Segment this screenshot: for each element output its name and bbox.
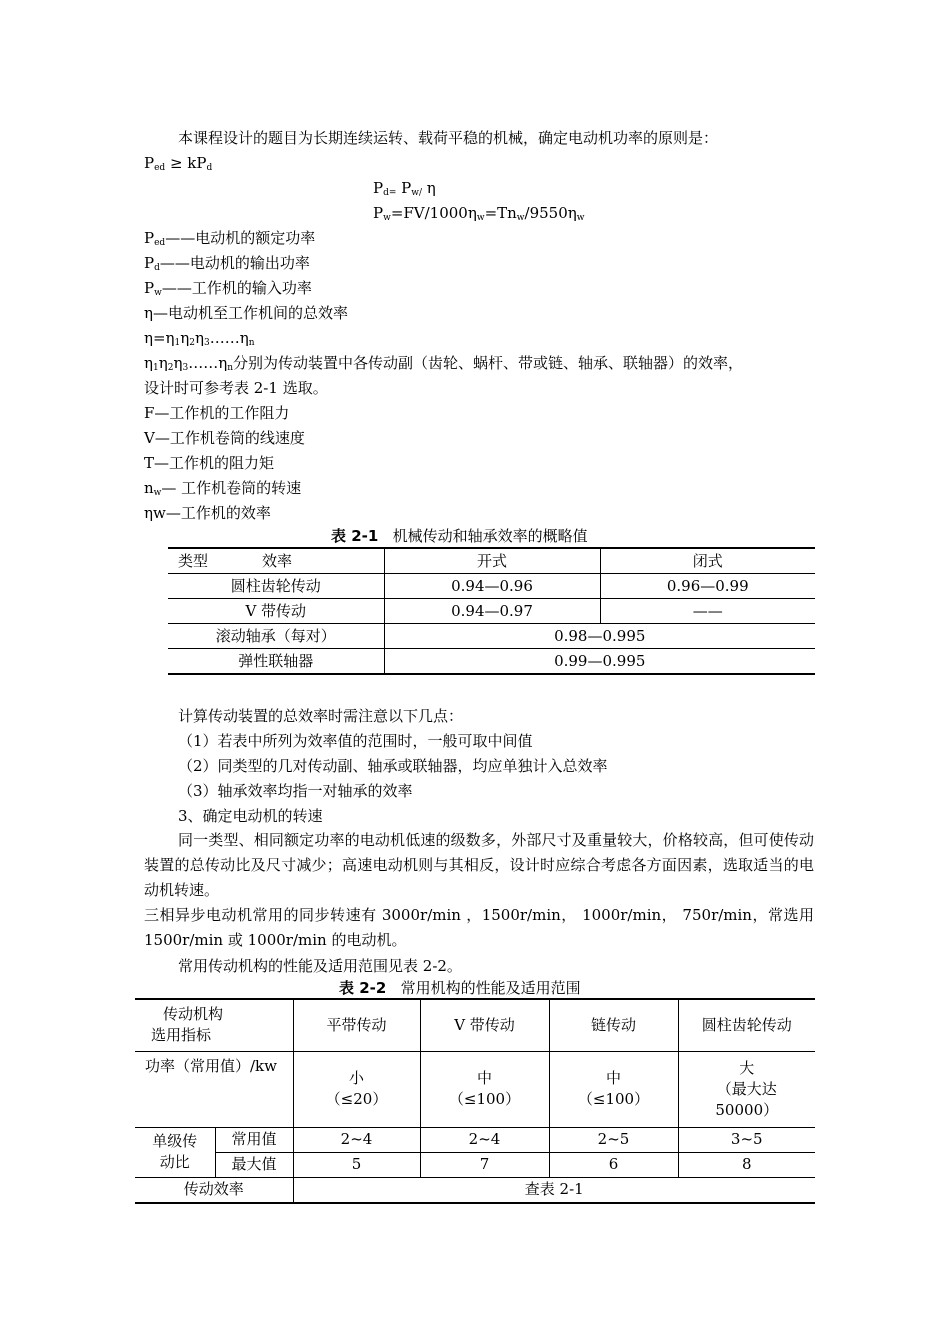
- def-v: V—工作机卷筒的线速度: [144, 429, 305, 447]
- table-cell: 5: [293, 1152, 420, 1177]
- table2-col-header: 平带传动: [293, 999, 420, 1051]
- table2-corner: 传动机构 选用指标: [135, 999, 293, 1051]
- table-cell: 滚动轴承（每对）: [168, 624, 384, 649]
- def-etaw: ηw—工作机的效率: [144, 504, 271, 522]
- table2-caption: 表 2-2 常用机构的性能及适用范围: [339, 979, 581, 997]
- table-row: [135, 1152, 815, 1177]
- table-2-2: [135, 998, 815, 1204]
- table-cell: 0.94—0.97: [384, 599, 600, 624]
- table-cell: 2~4: [293, 1127, 420, 1152]
- table-row: [168, 649, 815, 675]
- formula-pd: $P_{d=}$ $P_{w/}$ η: [373, 179, 436, 198]
- table-cell: 传动效率: [135, 1177, 293, 1203]
- section3-paragraph-3: 常用传动机构的性能及适用范围见表 2-2。: [178, 957, 462, 975]
- table2-col-header: 链传动: [549, 999, 678, 1051]
- formula-pw: $P_w=FV/1000\eta_w=Tn_w/9550\eta_w$: [373, 204, 585, 223]
- table2-col-header: V 带传动: [420, 999, 549, 1051]
- table-cell: 0.94—0.96: [384, 574, 600, 599]
- table-cell: V 带传动: [168, 599, 384, 624]
- section3-title: 3、确定电动机的转速: [178, 807, 323, 825]
- def-pw: $P_w——$工作机的输入功率: [144, 279, 312, 298]
- table-cell: 7: [420, 1152, 549, 1177]
- def-eta: η—电动机至工作机间的总效率: [144, 304, 348, 322]
- table2-col-header: 圆柱齿轮传动: [678, 999, 815, 1051]
- table-row: [168, 548, 815, 574]
- note-1: （1）若表中所列为效率值的范围时，一般可取中间值: [178, 732, 533, 750]
- notes-head: 计算传动装置的总效率时需注意以下几点：: [178, 707, 464, 725]
- def-f: F—工作机的工作阻力: [144, 404, 290, 422]
- table-cell: 0.96—0.99: [600, 574, 815, 599]
- note-3: （3）轴承效率均指一对轴承的效率: [178, 782, 413, 800]
- formula-ped: $P_{ed} \ge kP_d$: [144, 154, 213, 173]
- table-2-1: [168, 547, 815, 675]
- table1-header-corner: 类型 效率: [168, 548, 384, 574]
- table-cell: 6: [549, 1152, 678, 1177]
- table-cell: 3~5: [678, 1127, 815, 1152]
- table-cell: 最大值: [215, 1152, 293, 1177]
- section3-paragraph-2: 三相异步电动机常用的同步转速有 3000r/min ，1500r/min， 1000r/min， 750r/min，常选用 1500r/min 或 1000r/min 的电动机。: [144, 906, 814, 949]
- def-eta-desc-2: 设计时可参考表 2-1 选取。: [144, 379, 328, 397]
- table-row: [168, 599, 815, 624]
- table-cell: 大 （最大达 50000）: [678, 1051, 815, 1127]
- table-cell: 2~4: [420, 1127, 549, 1152]
- table-cell: 中 （≤100）: [420, 1051, 549, 1127]
- def-eta-product: $\eta=\eta_1\eta_2\eta_3\dots\dots\eta_n$: [144, 329, 255, 348]
- table1-caption: 表 2-1 机械传动和轴承效率的概略值: [331, 527, 588, 545]
- table-row: [135, 1177, 815, 1203]
- table-cell: 0.99—0.995: [384, 649, 815, 675]
- table-row: [135, 1127, 815, 1152]
- table-row: [168, 624, 815, 649]
- table-cell: 小 （≤20）: [293, 1051, 420, 1127]
- def-eta-desc: $\eta_1\eta_2\eta_3\dots\dots\eta_n$分别为传动装置中各传动副（齿轮、蜗杆、带或链、轴承、联轴器）的效率，: [144, 354, 744, 373]
- def-t: T—工作机的阻力矩: [144, 454, 275, 472]
- table2-power-label: 功率（常用值）/kw: [135, 1051, 293, 1127]
- table-cell: 常用值: [215, 1127, 293, 1152]
- def-nw: $n_w—$ 工作机卷筒的转速: [144, 479, 302, 498]
- table-row: [135, 1051, 815, 1127]
- def-pd: $P_d——$电动机的输出功率: [144, 254, 310, 273]
- def-ped: $P_{ed}——$电动机的额定功率: [144, 229, 316, 248]
- table-cell: 弹性联轴器: [168, 649, 384, 675]
- intro-text: 本课程设计的题目为长期连续运转、载荷平稳的机械，确定电动机功率的原则是：: [178, 129, 719, 147]
- table-row: [168, 574, 815, 599]
- table-cell: 查表 2-1: [293, 1177, 815, 1203]
- table-cell: 0.98—0.995: [384, 624, 815, 649]
- section3-paragraph-1: 同一类型、相同额定功率的电动机低速的级数多，外部尺寸及重量较大，价格较高，但可使传动装置的总传动比及尺寸减少；高速电动机则与其相反，设计时应综合考虑各方面因素，选取适当的电动机转速。: [144, 831, 814, 899]
- note-2: （2）同类型的几对传动副、轴承或联轴器，均应单独计入总效率: [178, 757, 608, 775]
- table2-ratio-label: 单级传 动比: [135, 1127, 215, 1177]
- table-cell: 圆柱齿轮传动: [168, 574, 384, 599]
- table-cell: 8: [678, 1152, 815, 1177]
- table-cell: 中 （≤100）: [549, 1051, 678, 1127]
- table-row: [135, 999, 815, 1051]
- table-cell: ——: [600, 599, 815, 624]
- table1-header-closed: 闭式: [600, 548, 815, 574]
- table1-header-open: 开式: [384, 548, 600, 574]
- table-cell: 2~5: [549, 1127, 678, 1152]
